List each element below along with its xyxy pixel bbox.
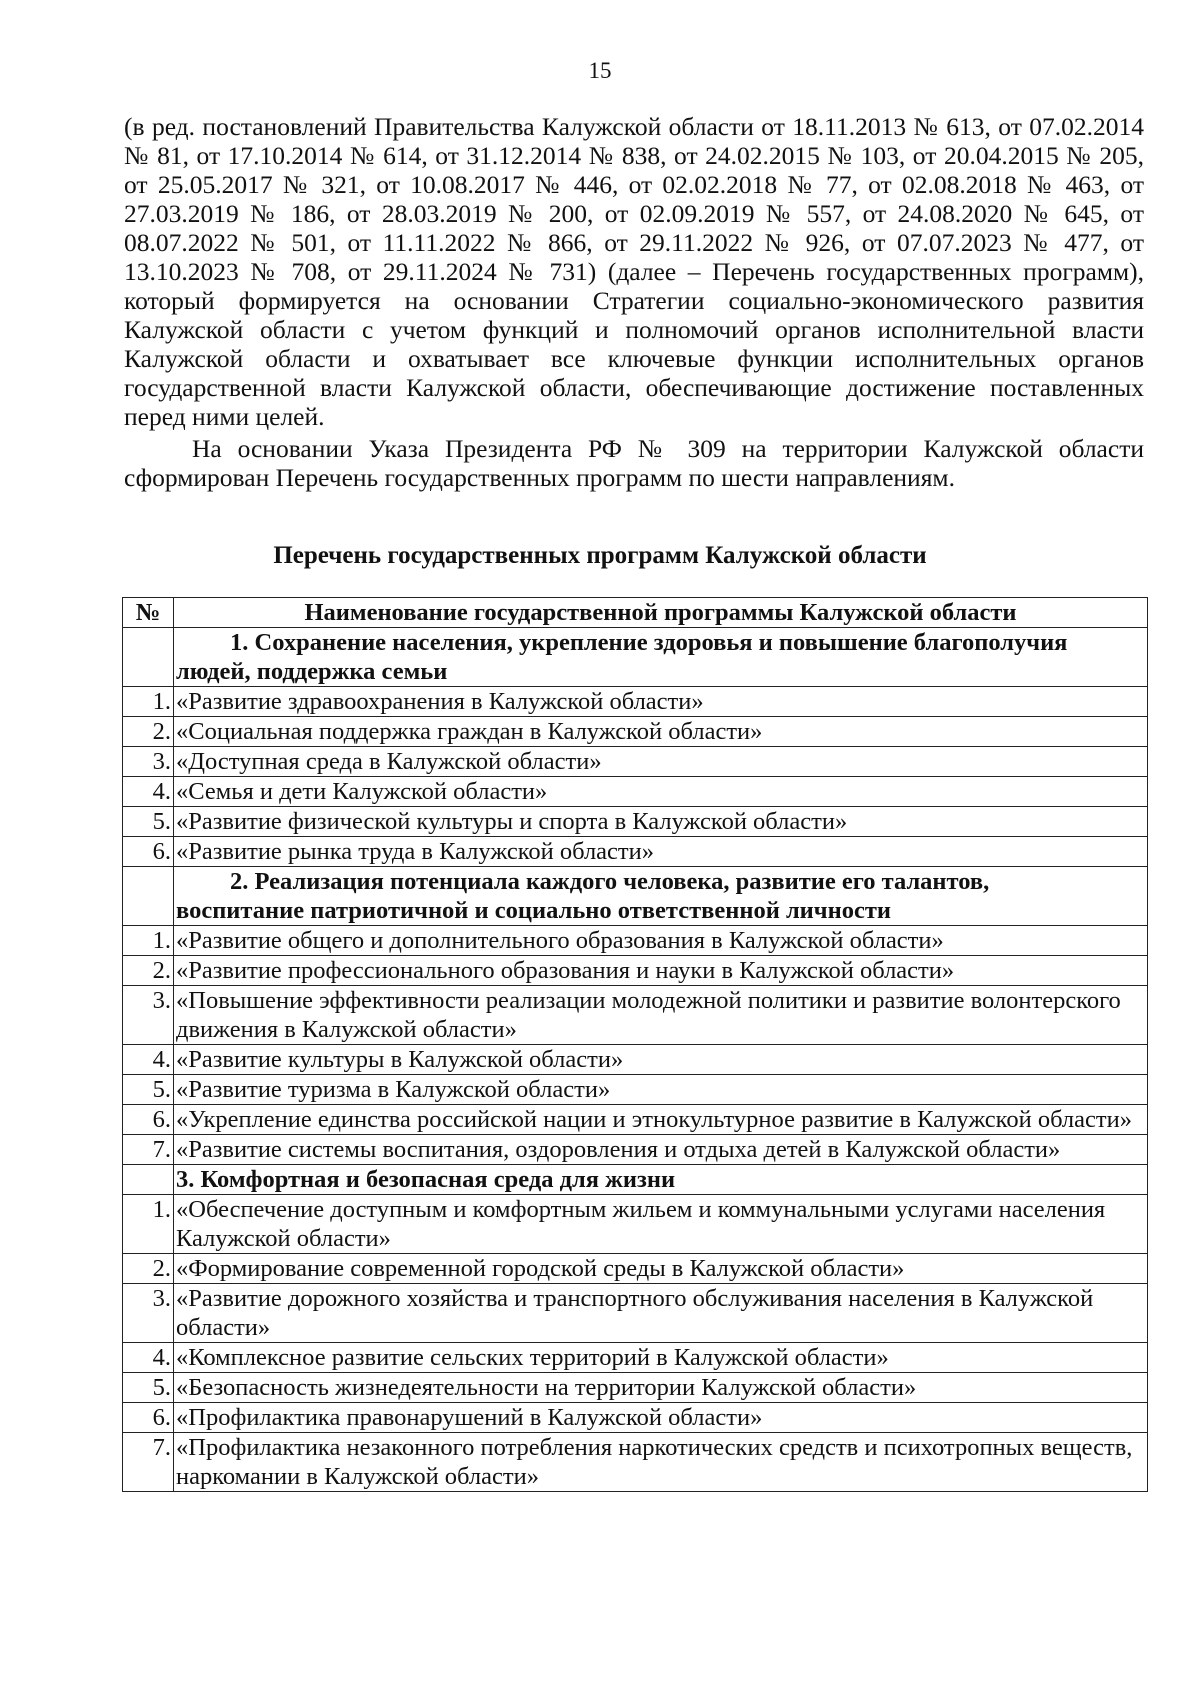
- row-num: 4.: [123, 1343, 174, 1373]
- row-num: 6.: [123, 837, 174, 867]
- section-row: [123, 867, 1148, 926]
- row-num: 4.: [123, 777, 174, 807]
- row-name: «Повышение эффективности реализации молодежной политики и развитие волонтерского движения в Калужской области»: [174, 986, 1148, 1045]
- row-num: 7.: [123, 1433, 174, 1492]
- table-row: [123, 687, 1148, 717]
- row-name: «Развитие системы воспитания, оздоровления и отдыха детей в Калужской области»: [174, 1135, 1148, 1165]
- header-num: №: [123, 598, 174, 628]
- row-num: 5.: [123, 807, 174, 837]
- table-title: Перечень государственных программ Калужской области: [273, 542, 927, 569]
- table-row: [123, 807, 1148, 837]
- row-name: «Развитие культуры в Калужской области»: [174, 1045, 1148, 1075]
- row-name: «Развитие дорожного хозяйства и транспортного обслуживания населения в Калужской области»: [174, 1284, 1148, 1343]
- row-num: 7.: [123, 1135, 174, 1165]
- table-header-row: [123, 598, 1148, 628]
- row-name: «Развитие общего и дополнительного образования в Калужской области»: [174, 926, 1148, 956]
- row-name: «Социальная поддержка граждан в Калужской области»: [174, 717, 1148, 747]
- row-num: 3.: [123, 986, 174, 1045]
- table-row: [123, 1254, 1148, 1284]
- section-num-cell: [123, 867, 174, 926]
- section-row: [123, 628, 1148, 687]
- second-paragraph: На основании Указа Президента РФ № 309 на территории Калужской области сформирован Перечень государственных программ по шести направлениям.: [124, 434, 1144, 492]
- row-num: 2.: [123, 1254, 174, 1284]
- table-row: [123, 747, 1148, 777]
- section-title-line2: воспитание патриотичной и социально ответственной личности: [176, 897, 892, 924]
- row-name: «Безопасность жизнедеятельности на территории Калужской области»: [174, 1373, 1148, 1403]
- row-name: «Формирование современной городской среды в Калужской области»: [174, 1254, 1148, 1284]
- page-number: 15: [588, 58, 612, 83]
- table-row: [123, 926, 1148, 956]
- row-name: «Укрепление единства российской нации и этнокультурное развитие в Калужской области»: [174, 1105, 1148, 1135]
- row-num: 1.: [123, 926, 174, 956]
- table-row: [123, 1403, 1148, 1433]
- row-num: 3.: [123, 1284, 174, 1343]
- section-num-cell: [123, 1165, 174, 1195]
- table-row: [123, 1433, 1148, 1492]
- table-row: [123, 1105, 1148, 1135]
- row-num: 4.: [123, 1045, 174, 1075]
- table-row: [123, 1195, 1148, 1254]
- programs-table: [122, 597, 1148, 1492]
- row-name: «Профилактика правонарушений в Калужской области»: [174, 1403, 1148, 1433]
- row-name: «Доступная среда в Калужской области»: [174, 747, 1148, 777]
- row-num: 5.: [123, 1075, 174, 1105]
- row-num: 1.: [123, 1195, 174, 1254]
- table-row: [123, 1343, 1148, 1373]
- section-title: [174, 628, 1148, 687]
- section-title: [174, 867, 1148, 926]
- table-row: [123, 717, 1148, 747]
- row-name: «Развитие профессионального образования и науки в Калужской области»: [174, 956, 1148, 986]
- table-row: [123, 1135, 1148, 1165]
- row-name: «Развитие рынка труда в Калужской области»: [174, 837, 1148, 867]
- row-num: 2.: [123, 956, 174, 986]
- table-row: [123, 1284, 1148, 1343]
- table-row: [123, 837, 1148, 867]
- table-row: [123, 956, 1148, 986]
- section-row: [123, 1165, 1148, 1195]
- row-num: 6.: [123, 1403, 174, 1433]
- row-num: 3.: [123, 747, 174, 777]
- row-name: «Семья и дети Калужской области»: [174, 777, 1148, 807]
- section-num-cell: [123, 628, 174, 687]
- row-name: «Обеспечение доступным и комфортным жильем и коммунальными услугами населения Калужской области»: [174, 1195, 1148, 1254]
- section-title-line2: людей, поддержка семьи: [176, 658, 448, 685]
- table-row: [123, 1045, 1148, 1075]
- row-num: 5.: [123, 1373, 174, 1403]
- row-name: «Комплексное развитие сельских территорий в Калужской области»: [174, 1343, 1148, 1373]
- row-num: 6.: [123, 1105, 174, 1135]
- table-row: [123, 777, 1148, 807]
- section-title-line1: 1. Сохранение населения, укрепление здоровья и повышение благополучия: [230, 629, 1068, 656]
- header-name: Наименование государственной программы Калужской области: [174, 598, 1148, 628]
- section-title-line1: 2. Реализация потенциала каждого человека, развитие его талантов,: [230, 868, 990, 895]
- row-num: 1.: [123, 687, 174, 717]
- row-name: «Развитие туризма в Калужской области»: [174, 1075, 1148, 1105]
- table-row: [123, 1075, 1148, 1105]
- row-name: «Развитие физической культуры и спорта в Калужской области»: [174, 807, 1148, 837]
- row-name: «Развитие здравоохранения в Калужской области»: [174, 687, 1148, 717]
- row-num: 2.: [123, 717, 174, 747]
- row-name: «Профилактика незаконного потребления наркотических средств и психотропных веществ, наркомании в Калужской области»: [174, 1433, 1148, 1492]
- table-row: [123, 986, 1148, 1045]
- section-title: 3. Комфортная и безопасная среда для жизни: [174, 1165, 1148, 1195]
- body-text: [124, 112, 1144, 492]
- table-row: [123, 1373, 1148, 1403]
- intro-paragraph: (в ред. постановлений Правительства Калужской области от 18.11.2013 № 613, от 07.02.2014 № 81, от 17.10.2014 № 614, от 31.12.2014 № 838, от 24.02.2015 № 103, от 20.04.2015 № 205, от 25.05.2017 № 321, от 10.08.2017 № 446, от 02.02.2018 № 77, от 02.08.2018 № 463, от 27.03.2019 № 186, от 28.03.2019 № 200, от 02.09.2019 № 557, от 24.08.2020 № 645, от 08.07.2022 № 501, от 11.11.2022 № 866, от 29.11.2022 № 926, от 07.07.2023 № 477, от 13.10.2023 № 708, от 29.11.2024 № 731) (далее – Перечень государственных программ), который формируется на основании Стратегии социально-экономического развития Калужской области с учетом функций и полномочий органов исполнительной власти Калужской области и охватывает все ключевые функции исполнительных органов государственной власти Калужской области, обеспечивающие достижение поставленных перед ними целей.: [124, 112, 1144, 431]
